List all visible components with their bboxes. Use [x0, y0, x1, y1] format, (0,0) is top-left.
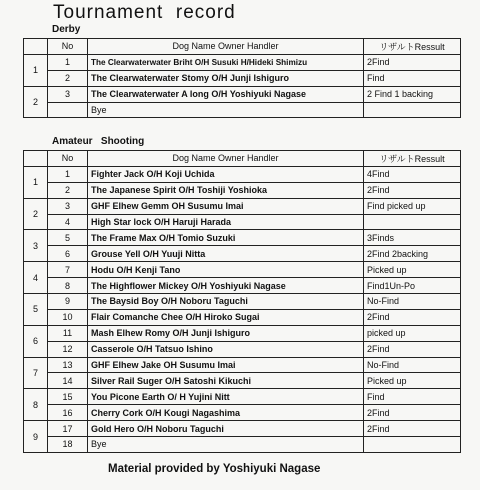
entry-number: 10	[48, 309, 88, 325]
entry-number: 17	[48, 421, 88, 437]
dog-owner-handler: Bye	[88, 437, 364, 453]
table-row	[24, 262, 461, 278]
table-row	[24, 294, 461, 310]
result-cell: 2Find	[364, 341, 461, 357]
dog-owner-handler: The Clearwaterwater A long O/H Yoshiyuki Nagase	[88, 86, 364, 102]
entry-number	[48, 102, 88, 118]
entry-number: 7	[48, 262, 88, 278]
group-header	[24, 39, 48, 55]
table-row	[24, 357, 461, 373]
result-cell: Find1Un-Po	[364, 278, 461, 294]
group-number: 3	[24, 230, 48, 262]
entry-number: 3	[48, 198, 88, 214]
result-cell	[364, 214, 461, 230]
table-row	[24, 54, 461, 70]
table-row	[24, 325, 461, 341]
table-row	[24, 70, 461, 86]
entry-number: 12	[48, 341, 88, 357]
footer-credit: Material provided by Yoshiyuki Nagase	[108, 463, 321, 475]
table-row	[24, 166, 461, 182]
result-cell: 2Find	[364, 405, 461, 421]
dog-owner-handler: Bye	[88, 102, 364, 118]
dog-owner-handler: Mash Elhew Romy O/H Junji Ishiguro	[88, 325, 364, 341]
no-header: No	[48, 151, 88, 167]
entry-number: 8	[48, 278, 88, 294]
dog-owner-handler: High Star lock O/H Haruji Harada	[88, 214, 364, 230]
table-row	[24, 102, 461, 118]
dog-owner-handler: Cherry Cork O/H Kougi Nagashima	[88, 405, 364, 421]
table-row	[24, 421, 461, 437]
entry-number: 4	[48, 214, 88, 230]
amateur-section-label: Amateur Shooting	[52, 136, 145, 147]
entry-number: 18	[48, 437, 88, 453]
document-title: Tournament record	[53, 2, 236, 23]
result-cell: No-Find	[364, 357, 461, 373]
amateur-header-row	[24, 151, 461, 167]
result-cell: No-Find	[364, 294, 461, 310]
group-number: 4	[24, 262, 48, 294]
result-cell: 2Find 2backing	[364, 246, 461, 262]
result-cell	[364, 102, 461, 118]
result-cell: Find	[364, 70, 461, 86]
result-cell: 3Finds	[364, 230, 461, 246]
result-cell: 2Find	[364, 182, 461, 198]
entry-number: 16	[48, 405, 88, 421]
table-row	[24, 214, 461, 230]
result-cell: Picked up	[364, 373, 461, 389]
entry-number: 15	[48, 389, 88, 405]
table-row	[24, 437, 461, 453]
dog-owner-handler: You Picone Earth O/ H Yujini Nitt	[88, 389, 364, 405]
result-header: リザルトRessult	[364, 151, 461, 167]
table-row	[24, 405, 461, 421]
entry-number: 6	[48, 246, 88, 262]
derby-header-row	[24, 39, 461, 55]
group-number: 2	[24, 198, 48, 230]
table-row	[24, 278, 461, 294]
group-number: 8	[24, 389, 48, 421]
table-row	[24, 389, 461, 405]
table-row	[24, 246, 461, 262]
result-cell: 2Find	[364, 54, 461, 70]
entry-number: 5	[48, 230, 88, 246]
entry-number: 14	[48, 373, 88, 389]
result-cell: Find picked up	[364, 198, 461, 214]
result-cell: Find	[364, 389, 461, 405]
derby-section-label: Derby	[52, 24, 81, 35]
entry-number: 2	[48, 182, 88, 198]
dog-owner-handler: The Clearwaterwater Stomy O/H Junji Ishiguro	[88, 70, 364, 86]
group-number: 1	[24, 54, 48, 86]
entry-number: 2	[48, 70, 88, 86]
dog-owner-handler: The Japanese Spirit O/H Toshiji Yoshioka	[88, 182, 364, 198]
table-row	[24, 182, 461, 198]
table-row	[24, 86, 461, 102]
dog-owner-handler: Silver Rail Suger O/H Satoshi Kikuchi	[88, 373, 364, 389]
result-cell: 2 Find 1 backing	[364, 86, 461, 102]
dog-owner-handler: GHF Elhew Gemm OH Susumu Imai	[88, 198, 364, 214]
table-row	[24, 309, 461, 325]
dog-owner-handler: The Frame Max O/H Tomio Suzuki	[88, 230, 364, 246]
dog-owner-handler: The Clearwaterwater Briht O/H Susuki H/Hideki Shimizu	[88, 54, 364, 70]
table-row	[24, 230, 461, 246]
result-cell: Picked up	[364, 262, 461, 278]
result-cell: picked up	[364, 325, 461, 341]
no-header: No	[48, 39, 88, 55]
group-number: 6	[24, 325, 48, 357]
dog-owner-handler: Gold Hero O/H Noboru Taguchi	[88, 421, 364, 437]
entry-number: 1	[48, 54, 88, 70]
result-header: リザルトRessult	[364, 39, 461, 55]
group-number: 1	[24, 166, 48, 198]
result-cell: 2Find	[364, 309, 461, 325]
derby-table	[23, 38, 461, 118]
dog-owner-handler: GHF Elhew Jake OH Susumu Imai	[88, 357, 364, 373]
group-number: 9	[24, 421, 48, 453]
result-cell: 2Find	[364, 421, 461, 437]
group-number: 5	[24, 294, 48, 326]
dog-owner-handler: Flair Comanche Chee O/H Hiroko Sugai	[88, 309, 364, 325]
entry-number: 3	[48, 86, 88, 102]
dog-owner-handler: The Highflower Mickey O/H Yoshiyuki Nagase	[88, 278, 364, 294]
entry-number: 11	[48, 325, 88, 341]
dog-owner-handler: Fighter Jack O/H Koji Uchida	[88, 166, 364, 182]
table-row	[24, 341, 461, 357]
entry-number: 13	[48, 357, 88, 373]
dog-owner-handler: Grouse Yell O/H Yuuji Nitta	[88, 246, 364, 262]
result-cell: 4Find	[364, 166, 461, 182]
entry-number: 9	[48, 294, 88, 310]
result-cell	[364, 437, 461, 453]
dog-owner-handler: The Baysid Boy O/H Noboru Taguchi	[88, 294, 364, 310]
group-number: 7	[24, 357, 48, 389]
dog-owner-handler: Hodu O/H Kenji Tano	[88, 262, 364, 278]
dog-header: Dog Name Owner Handler	[88, 39, 364, 55]
table-row	[24, 373, 461, 389]
entry-number: 1	[48, 166, 88, 182]
group-header	[24, 151, 48, 167]
dog-header: Dog Name Owner Handler	[88, 151, 364, 167]
table-row	[24, 198, 461, 214]
amateur-shooting-table	[23, 150, 461, 453]
group-number: 2	[24, 86, 48, 118]
dog-owner-handler: Casserole O/H Tatsuo Ishino	[88, 341, 364, 357]
